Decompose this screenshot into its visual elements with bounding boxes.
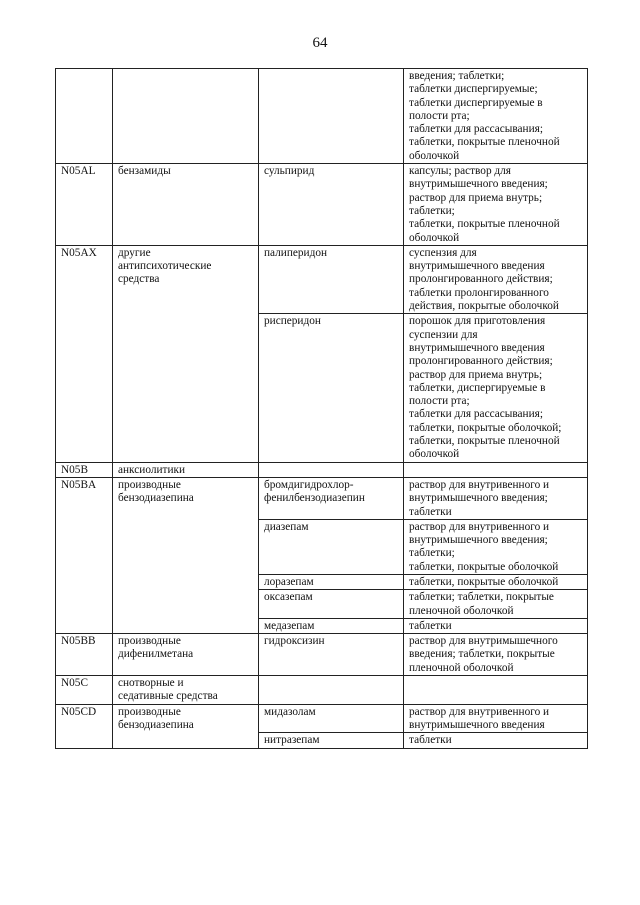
atc-code-cell: N05BB	[56, 634, 113, 676]
drug-name-cell	[259, 69, 404, 164]
group-cell: другие антипсихотические средства	[113, 245, 259, 462]
dosage-form-cell: раствор для внутримышечного введения; таблетки, покрытые пленочной оболочкой	[404, 634, 588, 676]
atc-code-cell: N05C	[56, 676, 113, 705]
dosage-form-cell	[404, 462, 588, 477]
drug-name-cell: нитразепам	[259, 733, 404, 748]
dosage-form-cell: раствор для внутривенного и внутримышечного введения; таблетки; таблетки, покрытые оболочкой	[404, 519, 588, 574]
table-row	[56, 704, 588, 733]
dosage-form-cell	[404, 676, 588, 705]
table-row	[56, 477, 588, 519]
table-row	[56, 69, 588, 164]
group-cell: снотворные и седативные средства	[113, 676, 259, 705]
group-cell: анксиолитики	[113, 462, 259, 477]
dosage-form-cell: порошок для приготовления суспензии для внутримышечного введения пролонгированного действия; раствор для приема внутрь; таблетки, диспергируемые в полости рта; таблетки для рассасывания; таблетки, покрытые оболочкой; таблетки, покрытые пленочной оболочкой	[404, 314, 588, 462]
drug-name-cell: диазепам	[259, 519, 404, 574]
table-row	[56, 676, 588, 705]
dosage-form-cell: капсулы; раствор для внутримышечного введения; раствор для приема внутрь; таблетки; таблетки, покрытые пленочной оболочкой	[404, 164, 588, 246]
drug-name-cell: гидроксизин	[259, 634, 404, 676]
page-number: 64	[312, 35, 328, 51]
atc-code-cell: N05AL	[56, 164, 113, 246]
table-row	[56, 634, 588, 676]
drug-name-cell: палиперидон	[259, 245, 404, 313]
dosage-form-cell: введения; таблетки; таблетки диспергируемые; таблетки диспергируемые в полости рта; таблетки для рассасывания; таблетки, покрытые пленочной оболочкой	[404, 69, 588, 164]
drug-name-cell: рисперидон	[259, 314, 404, 462]
group-cell: производные бензодиазепина	[113, 704, 259, 748]
table-row	[56, 462, 588, 477]
dosage-form-cell: раствор для внутривенного и внутримышечного введения; таблетки	[404, 477, 588, 519]
dosage-form-cell: суспензия для внутримышечного введения пролонгированного действия; таблетки пролонгированного действия, покрытые оболочкой	[404, 245, 588, 313]
dosage-form-cell: таблетки, покрытые оболочкой	[404, 574, 588, 589]
group-cell	[113, 69, 259, 164]
medication-table	[55, 68, 588, 749]
dosage-form-cell: таблетки; таблетки, покрытые пленочной оболочкой	[404, 590, 588, 619]
group-cell: производные дифенилметана	[113, 634, 259, 676]
group-cell: производные бензодиазепина	[113, 477, 259, 633]
atc-code-cell: N05BA	[56, 477, 113, 633]
table-row	[56, 164, 588, 246]
drug-name-cell: оксазепам	[259, 590, 404, 619]
atc-code-cell: N05CD	[56, 704, 113, 748]
atc-code-cell: N05B	[56, 462, 113, 477]
dosage-form-cell: таблетки	[404, 733, 588, 748]
atc-code-cell	[56, 69, 113, 164]
drug-name-cell	[259, 676, 404, 705]
drug-name-cell: мидазолам	[259, 704, 404, 733]
drug-name-cell: бромдигидрохлор- фенилбензодиазепин	[259, 477, 404, 519]
drug-name-cell: лоразепам	[259, 574, 404, 589]
drug-name-cell	[259, 462, 404, 477]
drug-name-cell: медазепам	[259, 618, 404, 633]
drug-name-cell: сульпирид	[259, 164, 404, 246]
table-row	[56, 245, 588, 313]
atc-code-cell: N05AX	[56, 245, 113, 462]
dosage-form-cell: раствор для внутривенного и внутримышечного введения	[404, 704, 588, 733]
dosage-form-cell: таблетки	[404, 618, 588, 633]
group-cell: бензамиды	[113, 164, 259, 246]
